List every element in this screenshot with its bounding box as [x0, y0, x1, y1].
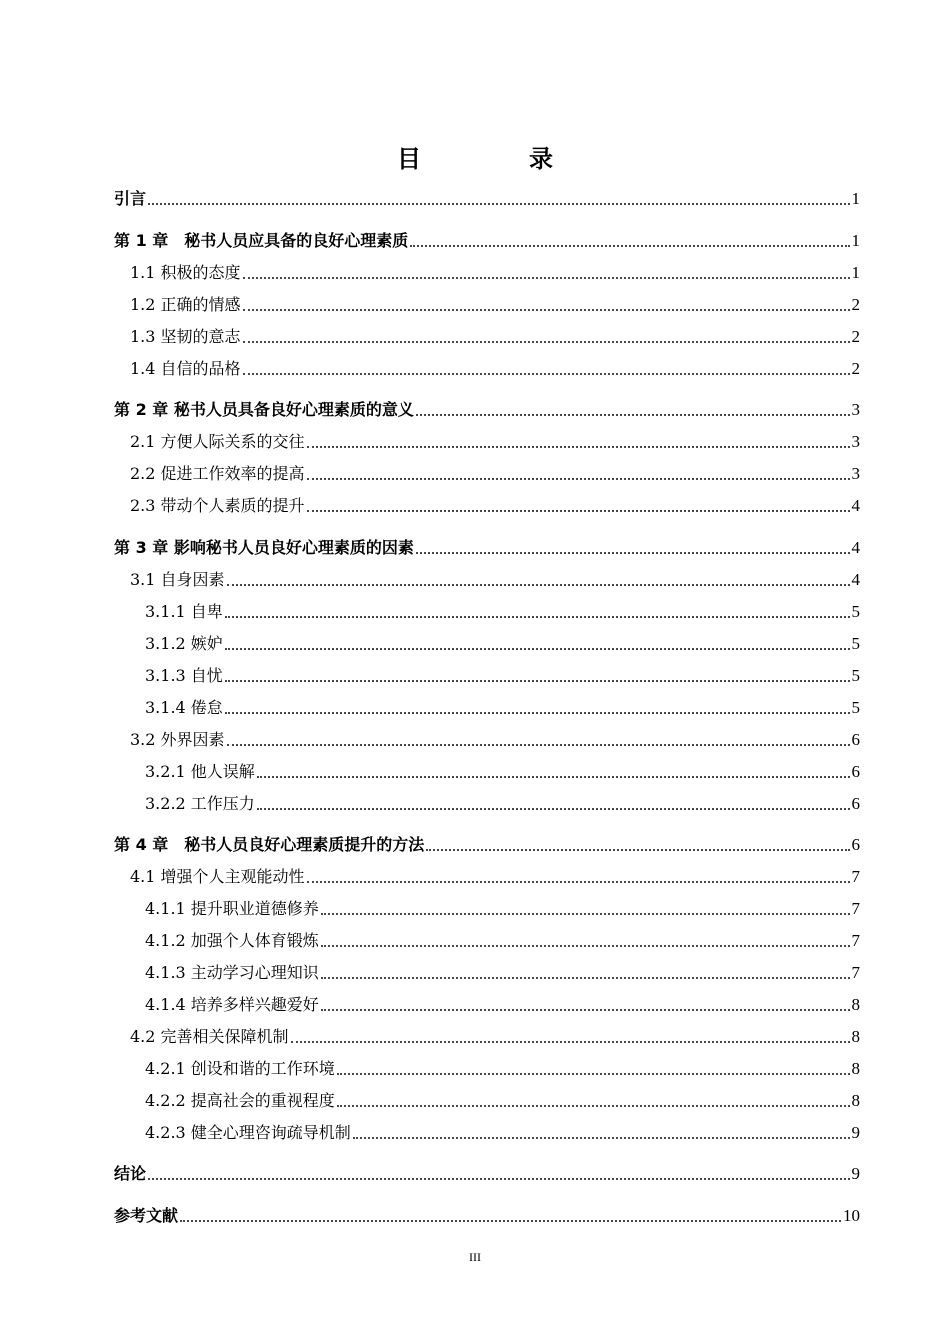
- toc-entry[interactable]: [145, 792, 860, 814]
- toc-entry[interactable]: [130, 568, 860, 590]
- toc-page: 1: [851, 189, 860, 208]
- toc-page: 4: [851, 496, 860, 515]
- toc-page: 6: [851, 794, 860, 813]
- toc-entry[interactable]: [130, 325, 860, 347]
- toc-label: 3.1.2 嫉妒: [145, 634, 223, 653]
- toc-entry[interactable]: [130, 462, 860, 484]
- toc-label: 第 3 章 影响秘书人员良好心理素质的因素: [114, 538, 414, 557]
- toc-entry[interactable]: [145, 632, 860, 654]
- toc-page: 8: [851, 1091, 860, 1110]
- toc-entry[interactable]: [130, 430, 860, 452]
- toc-label: 2.2 促进工作效率的提高: [130, 464, 305, 483]
- toc-label: 3.2.2 工作压力: [145, 794, 255, 813]
- toc-page: 5: [851, 602, 860, 621]
- toc-label: 1.4 自信的品格: [130, 359, 241, 378]
- toc-page: 7: [851, 867, 860, 886]
- toc-label: 第 4 章 秘书人员良好心理素质提升的方法: [114, 835, 425, 854]
- toc-page: 6: [851, 730, 860, 749]
- toc-label: 3.2 外界因素: [130, 730, 225, 749]
- toc-entry[interactable]: [145, 1121, 860, 1143]
- toc-page: 9: [851, 1123, 860, 1142]
- toc-entry[interactable]: [130, 293, 860, 315]
- toc-page: 2: [851, 359, 860, 378]
- toc-label: 2.1 方便人际关系的交往: [130, 432, 305, 451]
- toc-page: 5: [851, 666, 860, 685]
- toc-entry[interactable]: [145, 1057, 860, 1079]
- toc-label: 2.3 带动个人素质的提升: [130, 496, 305, 515]
- toc-entry[interactable]: [130, 728, 860, 750]
- toc-page: 6: [851, 762, 860, 781]
- toc-label: 3.1 自身因素: [130, 570, 225, 589]
- toc-page: 4: [851, 570, 860, 589]
- toc-entry[interactable]: [145, 929, 860, 951]
- toc-label: 4.2 完善相关保障机制: [130, 1027, 289, 1046]
- toc-entry[interactable]: [114, 536, 860, 558]
- toc-page: 7: [851, 931, 860, 950]
- toc-entry[interactable]: [114, 187, 860, 209]
- toc-page: 5: [851, 634, 860, 653]
- toc-entry[interactable]: [114, 1162, 860, 1184]
- toc-entry[interactable]: [130, 357, 860, 379]
- toc-title: 目 录: [397, 145, 595, 173]
- toc-page: 1: [851, 231, 860, 250]
- toc-entry[interactable]: [145, 664, 860, 686]
- toc-entry[interactable]: [145, 993, 860, 1015]
- toc-label: 3.1.3 自忧: [145, 666, 223, 685]
- toc-label: 1.3 坚韧的意志: [130, 327, 241, 346]
- toc-page: 3: [851, 400, 860, 419]
- toc-label: 4.1 增强个人主观能动性: [130, 867, 305, 886]
- toc-label: 结论: [114, 1164, 147, 1183]
- toc-label: 4.1.4 培养多样兴趣爱好: [145, 995, 319, 1014]
- toc-label: 4.1.3 主动学习心理知识: [145, 963, 319, 982]
- toc-label: 1.2 正确的情感: [130, 295, 241, 314]
- toc-entry[interactable]: [114, 833, 860, 855]
- toc-label: 1.1 积极的态度: [130, 263, 241, 282]
- toc-page: 1: [851, 263, 860, 282]
- toc-label: 3.2.1 他人误解: [145, 762, 255, 781]
- toc-entry[interactable]: [145, 600, 860, 622]
- toc-label: 4.2.2 提高社会的重视程度: [145, 1091, 335, 1110]
- toc-entry[interactable]: [130, 261, 860, 283]
- toc-label: 4.1.1 提升职业道德修养: [145, 899, 319, 918]
- toc-label: 4.2.3 健全心理咨询疏导机制: [145, 1123, 351, 1142]
- toc-page: 4: [851, 538, 860, 557]
- toc-page: 7: [851, 963, 860, 982]
- toc-page: 2: [851, 295, 860, 314]
- toc-entry[interactable]: [145, 897, 860, 919]
- toc-page: 7: [851, 899, 860, 918]
- toc-page: 3: [851, 464, 860, 483]
- toc-label: 4.2.1 创设和谐的工作环境: [145, 1059, 335, 1078]
- toc-page: 3: [851, 432, 860, 451]
- toc-page: 8: [851, 1027, 860, 1046]
- toc-label: 引言: [114, 189, 147, 208]
- toc-page: 8: [851, 995, 860, 1014]
- toc-label: 3.1.4 倦怠: [145, 698, 223, 717]
- toc-entry[interactable]: [145, 760, 860, 782]
- toc-page: 8: [851, 1059, 860, 1078]
- toc-entry[interactable]: [145, 961, 860, 983]
- toc-label: 4.1.2 加强个人体育锻炼: [145, 931, 319, 950]
- toc-page: 2: [851, 327, 860, 346]
- toc-label: 3.1.1 自卑: [145, 602, 223, 621]
- toc-entry[interactable]: [145, 1089, 860, 1111]
- toc-entry[interactable]: [114, 229, 860, 251]
- toc-entry[interactable]: [145, 696, 860, 718]
- toc-page: 6: [851, 835, 860, 854]
- toc-label: 参考文献: [114, 1206, 179, 1225]
- toc-entry[interactable]: [130, 1025, 860, 1047]
- toc-label: 第 1 章 秘书人员应具备的良好心理素质: [114, 231, 409, 250]
- toc-entry[interactable]: [114, 1204, 860, 1226]
- toc-page: 5: [851, 698, 860, 717]
- toc-entry[interactable]: [130, 865, 860, 887]
- toc-entry[interactable]: [114, 398, 860, 420]
- toc-page: 10: [843, 1206, 860, 1225]
- toc-label: 第 2 章 秘书人员具备良好心理素质的意义: [114, 400, 414, 419]
- toc-entry[interactable]: [130, 494, 860, 516]
- toc-page: 9: [851, 1164, 860, 1183]
- page-number: III: [469, 1250, 481, 1264]
